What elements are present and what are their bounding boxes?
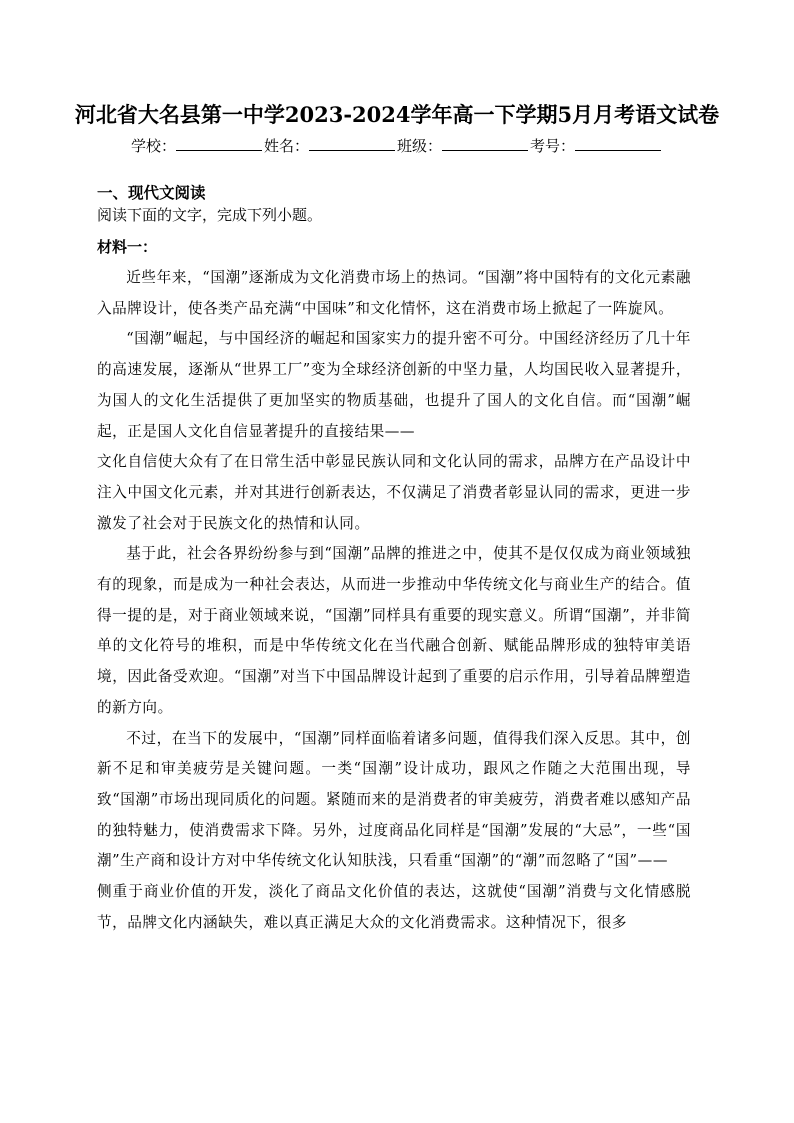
name-blank[interactable] (309, 136, 395, 151)
paragraph: 不过，在当下的发展中，“国潮”同样面临着诸多问题，值得我们深入反思。其中，创新不足和审美疲劳是关键问题。一类“国潮”设计成功，跟风之作随之大范围出现，导致“国潮”市场出现同质化的问题。紧随而来的是消费者的审美疲劳，消费者难以感知产品的独特魅力，使消费需求下降。另外，过度商品化同样是“国潮”发展的“大忌”，一些“国潮”生产商和设计方对中华传统文化认知肤浅，只看重“国潮”的“潮”而忽略了“国”—— (97, 729, 691, 870)
school-blank[interactable] (176, 136, 262, 151)
school-label: 学校： (130, 137, 176, 155)
student-info-row (0, 134, 794, 158)
paragraph: 基于此，社会各界纷纷参与到“国潮”品牌的推进之中，使其不是仅仅成为商业领域独有的现象，而是成为一种社会表达，从而进一步推动中华传统文化与商业生产的结合。值得一提的是，对于商业领域来说，“国潮”同样具有重要的现实意义。所谓“国潮”，并非简单的文化符号的堆积，而是中华传统文化在当代融合创新、赋能品牌形成的独特审美语境，因此备受欢迎。“国潮”对当下中国品牌设计起到了重要的启示作用，引导着品牌塑造的新方向。 (97, 545, 691, 716)
material-label: 材料一： (97, 238, 158, 256)
reading-instruction: 阅读下面的文字，完成下列小题。 (97, 206, 323, 224)
paragraph: 侧重于商业价值的开发，淡化了商品文化价值的表达，这就使“国潮”消费与文化情感脱节，品牌文化内涵缺失，难以真正满足大众的文化消费需求。这种情况下，很多 (97, 883, 691, 931)
class-blank[interactable] (442, 136, 528, 151)
passage-body (97, 263, 691, 938)
section-heading: 一、现代文阅读 (97, 184, 206, 202)
exam-number-label: 考号： (530, 137, 576, 155)
exam-number-blank[interactable] (575, 136, 661, 151)
school-field (131, 134, 264, 158)
name-field (264, 134, 397, 158)
exam-title: 河北省大名县第一中学2023-2024学年高一下学期5月月考语文试卷 (74, 102, 720, 127)
paragraph: 近些年来，“国潮”逐渐成为文化消费市场上的热词。“国潮”将中国特有的文化元素融入品牌设计，使各类产品充满“中国味”和文化情怀，这在消费市场上掀起了一阵旋风。 (97, 269, 691, 317)
name-label: 姓名： (263, 137, 309, 155)
paragraph: “国潮”崛起，与中国经济的崛起和国家实力的提升密不可分。中国经济经历了几十年的高速发展，逐渐从“世界工厂”变为全球经济创新的中坚力量，人均国民收入显著提升，为国人的文化生活提供了更加坚实的物质基础，也提升了国人的文化自信。而“国潮”崛起，正是国人文化自信显著提升的直接结果—— (97, 330, 691, 440)
class-field (397, 134, 530, 158)
class-label: 班级： (397, 137, 443, 155)
paragraph: 文化自信使大众有了在日常生活中彰显民族认同和文化认同的需求，品牌方在产品设计中注入中国文化元素，并对其进行创新表达，不仅满足了消费者彰显认同的需求，更进一步激发了社会对于民族文化的热情和认同。 (97, 453, 691, 532)
exam-number-field (530, 134, 663, 158)
